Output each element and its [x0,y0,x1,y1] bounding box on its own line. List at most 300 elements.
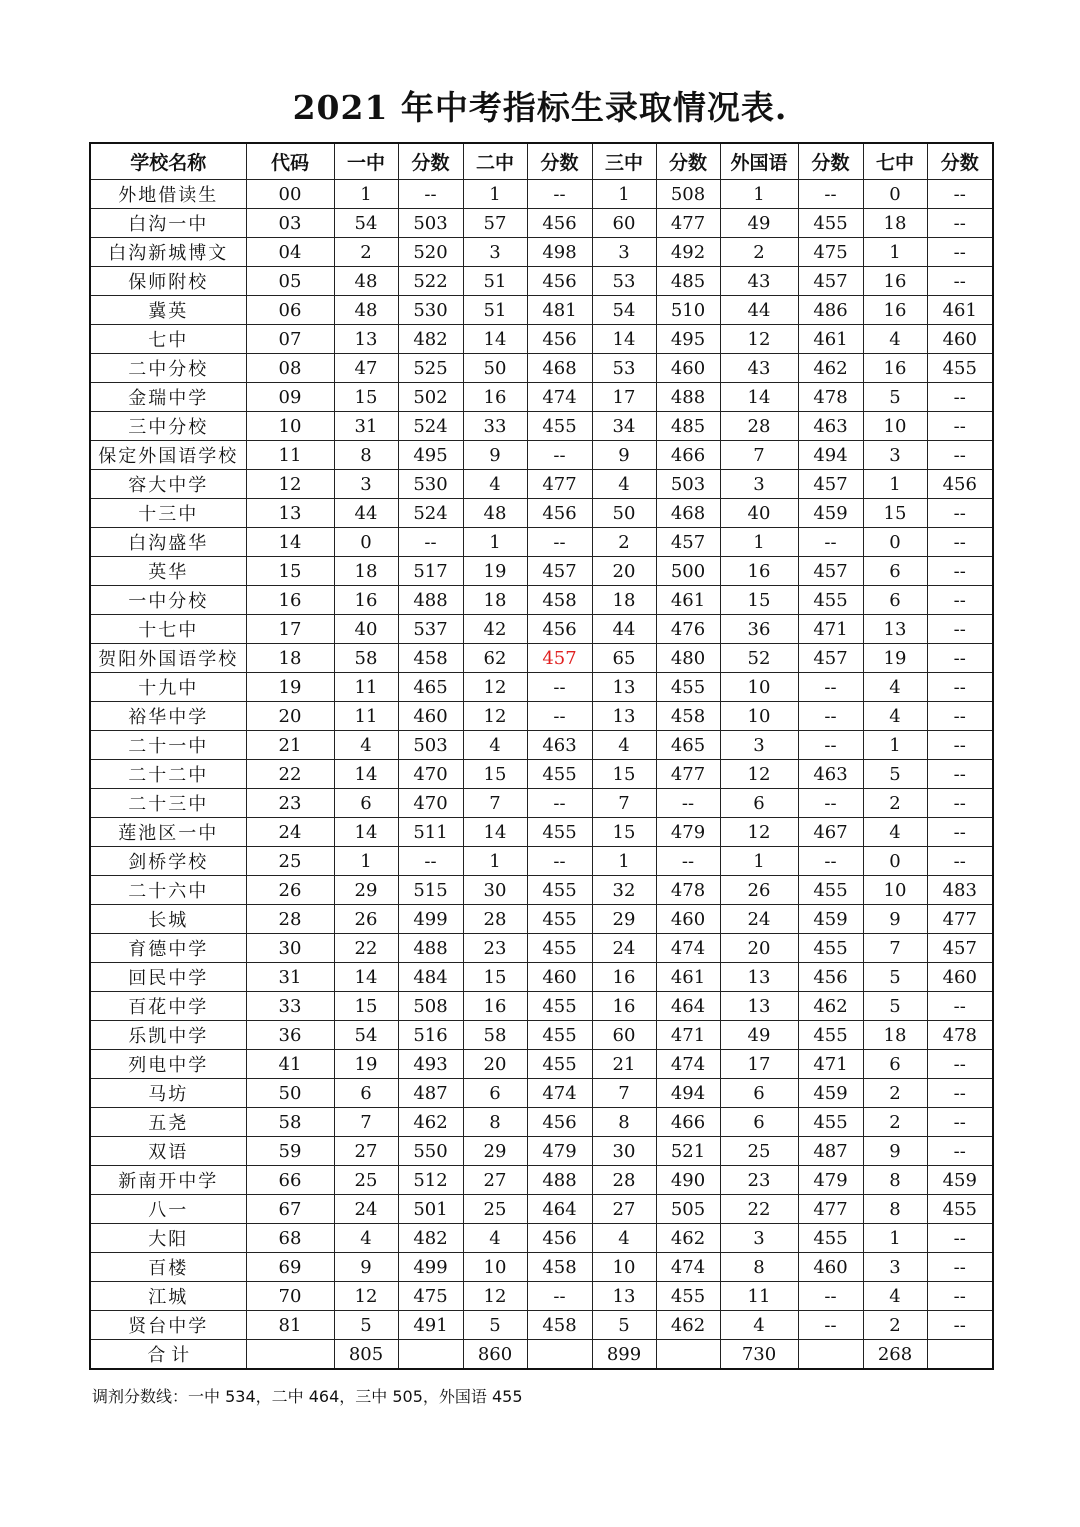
header-row [90,143,993,180]
table-cell: 1 [863,238,927,267]
table-row [90,209,993,238]
table-cell: 10 [592,1253,656,1282]
school-code-cell: 50 [246,1079,334,1108]
table-cell: 494 [656,1079,720,1108]
table-cell: 13 [863,615,927,644]
school-name-cell: 八一 [90,1195,246,1224]
table-cell: -- [527,789,592,818]
table-cell: 484 [398,963,463,992]
table-cell: -- [927,412,993,441]
table-cell: 455 [527,934,592,963]
table-cell: 6 [863,1050,927,1079]
table-cell: 462 [656,1311,720,1340]
school-code-cell: 06 [246,296,334,325]
table-cell: 10 [463,1253,527,1282]
school-name-cell: 金瑞中学 [90,383,246,412]
table-cell: 7 [592,789,656,818]
table-row [90,528,993,557]
table-cell: 491 [398,1311,463,1340]
table-cell: 488 [656,383,720,412]
table-cell: 455 [927,1195,993,1224]
table-cell: 16 [592,992,656,1021]
school-code-cell: 07 [246,325,334,354]
table-row [90,1195,993,1224]
table-cell: 14 [463,818,527,847]
table-cell: 483 [927,876,993,905]
table-cell: 6 [863,557,927,586]
table-cell: -- [927,209,993,238]
school-name-cell: 七中 [90,325,246,354]
table-cell: 7 [334,1108,398,1137]
table-cell: 24 [592,934,656,963]
total-cell [527,1340,592,1370]
column-header: 一中 [334,143,398,180]
table-cell: 485 [656,412,720,441]
table-cell: 3 [863,441,927,470]
table-cell: 455 [798,209,863,238]
table-cell: 6 [720,789,798,818]
table-cell: 3 [720,1224,798,1253]
table-cell: 478 [656,876,720,905]
table-cell: 43 [720,354,798,383]
table-cell: 455 [527,905,592,934]
table-cell: 1 [863,470,927,499]
table-cell: 462 [798,354,863,383]
table-cell: 9 [863,1137,927,1166]
table-cell: 508 [398,992,463,1021]
table-cell: 457 [527,557,592,586]
table-cell: 477 [798,1195,863,1224]
school-name-cell: 外地借读生 [90,180,246,209]
table-cell: -- [927,1311,993,1340]
table-cell: 3 [334,470,398,499]
table-row [90,1079,993,1108]
table-cell: 2 [863,1079,927,1108]
table-cell: 30 [463,876,527,905]
adjustment-score-note: 调剂分数线：一中 534，二中 464，三中 505，外国语 455 [92,1387,523,1406]
table-cell: 455 [527,760,592,789]
table-cell: 488 [398,934,463,963]
table-cell: 464 [527,1195,592,1224]
table-cell: 57 [463,209,527,238]
table-cell: 13 [720,963,798,992]
table-cell: 16 [863,354,927,383]
admission-table [89,142,994,1370]
table-cell: 29 [334,876,398,905]
table-cell: 2 [863,1311,927,1340]
school-code-cell: 03 [246,209,334,238]
table-cell: 6 [334,789,398,818]
table-cell: 458 [527,1253,592,1282]
table-cell: 25 [720,1137,798,1166]
table-cell: 455 [527,1050,592,1079]
total-cell [656,1340,720,1370]
table-cell: 1 [863,731,927,760]
table-cell: 457 [798,267,863,296]
school-name-cell: 剑桥学校 [90,847,246,876]
table-row [90,180,993,209]
table-cell: -- [927,1050,993,1079]
table-cell: 13 [720,992,798,1021]
table-cell: -- [527,673,592,702]
table-cell: 474 [656,934,720,963]
table-cell: -- [927,818,993,847]
table-cell: 475 [398,1282,463,1311]
school-code-cell: 24 [246,818,334,847]
table-cell: 24 [720,905,798,934]
table-cell: 488 [527,1166,592,1195]
table-cell: 16 [592,963,656,992]
table-cell: -- [927,1224,993,1253]
school-code-cell: 04 [246,238,334,267]
table-cell: 5 [863,992,927,1021]
table-cell: 5 [863,963,927,992]
table-cell: 10 [863,412,927,441]
table-cell: 26 [720,876,798,905]
table-cell: -- [798,673,863,702]
table-cell: 36 [720,615,798,644]
table-cell: 461 [656,586,720,615]
table-cell: -- [927,1282,993,1311]
table-cell: -- [798,1282,863,1311]
table-cell: 1 [334,180,398,209]
table-cell: 4 [592,1224,656,1253]
table-cell: 11 [334,673,398,702]
table-cell: 0 [334,528,398,557]
table-cell: 22 [334,934,398,963]
table-cell: -- [927,499,993,528]
table-cell: 3 [863,1253,927,1282]
table-cell: 62 [463,644,527,673]
table-cell: -- [798,789,863,818]
table-cell: 522 [398,267,463,296]
table-cell: 10 [863,876,927,905]
table-cell: -- [927,528,993,557]
table-cell: 1 [592,847,656,876]
table-cell: 6 [463,1079,527,1108]
table-cell: -- [927,180,993,209]
table-cell: 8 [592,1108,656,1137]
table-cell: 44 [592,615,656,644]
school-name-cell: 列电中学 [90,1050,246,1079]
column-header: 分数 [798,143,863,180]
table-cell: 512 [398,1166,463,1195]
table-cell: 474 [656,1050,720,1079]
table-cell: 459 [798,905,863,934]
table-cell: 1 [863,1224,927,1253]
table-cell: 40 [720,499,798,528]
table-cell: -- [927,992,993,1021]
table-cell: 456 [527,267,592,296]
total-cell: 860 [463,1340,527,1370]
school-code-cell: 81 [246,1311,334,1340]
table-cell: 455 [527,412,592,441]
table-cell: 12 [720,818,798,847]
table-cell: 32 [592,876,656,905]
school-code-cell: 15 [246,557,334,586]
table-cell: 15 [463,760,527,789]
table-cell: 7 [463,789,527,818]
table-row [90,673,993,702]
table-cell: 460 [927,325,993,354]
table-cell: 27 [334,1137,398,1166]
total-cell: 805 [334,1340,398,1370]
table-cell: 4 [463,470,527,499]
table-cell: 455 [798,586,863,615]
table-cell: 30 [592,1137,656,1166]
table-cell: 10 [720,702,798,731]
table-cell: 51 [463,296,527,325]
table-cell: 20 [463,1050,527,1079]
school-name-cell: 十七中 [90,615,246,644]
table-cell: 15 [592,818,656,847]
school-code-cell: 33 [246,992,334,1021]
table-cell: -- [656,847,720,876]
table-cell: 16 [334,586,398,615]
school-name-cell: 白沟盛华 [90,528,246,557]
school-name-cell: 十九中 [90,673,246,702]
school-code-cell: 12 [246,470,334,499]
table-cell: 479 [656,818,720,847]
table-row [90,586,993,615]
table-cell: 50 [592,499,656,528]
table-cell: 503 [656,470,720,499]
table-cell: 6 [863,586,927,615]
table-cell: 14 [334,963,398,992]
table-cell: 499 [398,1253,463,1282]
table-cell: 480 [656,644,720,673]
table-cell: 471 [798,615,863,644]
table-cell: 49 [720,1021,798,1050]
table-cell: 459 [927,1166,993,1195]
table-cell: 503 [398,731,463,760]
table-cell: 487 [798,1137,863,1166]
table-cell: 27 [463,1166,527,1195]
table-row [90,876,993,905]
school-name-cell: 白沟一中 [90,209,246,238]
table-cell: 470 [398,760,463,789]
table-cell: 54 [334,1021,398,1050]
table-cell: 525 [398,354,463,383]
table-cell: 4 [863,673,927,702]
table-cell: 550 [398,1137,463,1166]
table-cell: 457 [527,644,592,673]
table-row [90,267,993,296]
table-cell: 455 [798,1224,863,1253]
total-row [90,1340,993,1370]
school-code-cell: 10 [246,412,334,441]
table-cell: 8 [720,1253,798,1282]
table-cell: 6 [720,1108,798,1137]
table-cell: 458 [527,586,592,615]
table-cell: 7 [720,441,798,470]
table-cell: 467 [798,818,863,847]
table-cell: 47 [334,354,398,383]
table-cell: 26 [334,905,398,934]
table-cell: 11 [334,702,398,731]
table-row [90,1311,993,1340]
table-cell: 459 [798,499,863,528]
table-cell: 530 [398,470,463,499]
table-cell: 458 [656,702,720,731]
total-cell [798,1340,863,1370]
table-cell: 490 [656,1166,720,1195]
table-cell: 487 [398,1079,463,1108]
table-cell: 466 [656,441,720,470]
table-cell: 28 [592,1166,656,1195]
table-cell: 48 [334,267,398,296]
table-cell: 22 [720,1195,798,1224]
table-cell: 479 [527,1137,592,1166]
table-cell: 8 [863,1195,927,1224]
table-cell: 517 [398,557,463,586]
table-cell: 485 [656,267,720,296]
total-cell: 268 [863,1340,927,1370]
table-cell: -- [927,383,993,412]
table-cell: -- [927,267,993,296]
column-header: 分数 [398,143,463,180]
table-cell: 498 [527,238,592,267]
table-cell: 4 [592,731,656,760]
table-cell: 29 [463,1137,527,1166]
school-code-cell: 69 [246,1253,334,1282]
table-cell: 457 [927,934,993,963]
school-name-cell: 贤台中学 [90,1311,246,1340]
table-row [90,934,993,963]
table-cell: 51 [463,267,527,296]
table-cell: 24 [334,1195,398,1224]
school-name-cell: 白沟新城博文 [90,238,246,267]
table-cell: 457 [656,528,720,557]
table-cell: 511 [398,818,463,847]
table-cell: 5 [863,760,927,789]
table-cell: 455 [527,1021,592,1050]
table-cell: 8 [334,441,398,470]
table-cell: 2 [592,528,656,557]
table-cell: 468 [527,354,592,383]
table-cell: 524 [398,412,463,441]
school-name-cell: 回民中学 [90,963,246,992]
school-name-cell: 莲池区一中 [90,818,246,847]
table-cell: 463 [798,412,863,441]
table-cell: 462 [656,1224,720,1253]
table-cell: -- [398,180,463,209]
table-row [90,238,993,267]
table-cell: 495 [656,325,720,354]
table-cell: -- [798,1311,863,1340]
table-row [90,1224,993,1253]
total-cell: 899 [592,1340,656,1370]
table-cell: 3 [720,731,798,760]
table-cell: 29 [592,905,656,934]
table-cell: 456 [798,963,863,992]
table-cell: 20 [720,934,798,963]
table-cell: 468 [656,499,720,528]
table-cell: 27 [592,1195,656,1224]
table-cell: 0 [863,180,927,209]
table-cell: -- [927,673,993,702]
table-cell: 8 [863,1166,927,1195]
table-cell: 492 [656,238,720,267]
school-name-cell: 育德中学 [90,934,246,963]
school-code-cell: 16 [246,586,334,615]
column-header: 外国语 [720,143,798,180]
table-cell: -- [798,702,863,731]
table-cell: 5 [863,383,927,412]
table-cell: -- [927,1137,993,1166]
table-cell: 2 [863,1108,927,1137]
table-cell: 478 [927,1021,993,1050]
table-cell: 1 [720,847,798,876]
school-code-cell: 13 [246,499,334,528]
table-row [90,963,993,992]
table-cell: 4 [463,731,527,760]
table-cell: 515 [398,876,463,905]
table-cell: 16 [463,992,527,1021]
table-cell: -- [527,1282,592,1311]
table-cell: -- [798,847,863,876]
table-cell: 9 [592,441,656,470]
table-cell: 16 [863,296,927,325]
total-cell [246,1340,334,1370]
table-cell: 501 [398,1195,463,1224]
school-code-cell: 18 [246,644,334,673]
table-row [90,1021,993,1050]
total-cell [927,1340,993,1370]
table-cell: 12 [463,702,527,731]
table-cell: 23 [720,1166,798,1195]
table-cell: 12 [720,760,798,789]
table-cell: 455 [798,1021,863,1050]
table-row [90,992,993,1021]
school-code-cell: 30 [246,934,334,963]
table-cell: 493 [398,1050,463,1079]
table-cell: 1 [334,847,398,876]
table-cell: -- [398,528,463,557]
table-row [90,615,993,644]
school-name-cell: 百楼 [90,1253,246,1282]
table-cell: 455 [798,934,863,963]
table-cell: 481 [527,296,592,325]
table-row [90,557,993,586]
table-cell: 457 [798,557,863,586]
table-row [90,818,993,847]
table-cell: 494 [798,441,863,470]
table-cell: 4 [863,325,927,354]
table-cell: 10 [720,673,798,702]
table-cell: 1 [720,180,798,209]
table-cell: 458 [527,1311,592,1340]
table-cell: 9 [463,441,527,470]
table-cell: 455 [798,876,863,905]
table-cell: -- [927,1253,993,1282]
school-name-cell: 大阳 [90,1224,246,1253]
table-cell: 455 [527,992,592,1021]
school-name-cell: 二中分校 [90,354,246,383]
table-cell: 455 [798,1108,863,1137]
table-cell: 5 [334,1311,398,1340]
school-code-cell: 22 [246,760,334,789]
table-cell: 455 [656,673,720,702]
table-cell: 7 [863,934,927,963]
table-cell: 14 [334,760,398,789]
table-cell: 482 [398,1224,463,1253]
table-cell: 15 [592,760,656,789]
table-cell: 14 [592,325,656,354]
table-cell: 4 [334,1224,398,1253]
school-code-cell: 41 [246,1050,334,1079]
school-name-cell: 双语 [90,1137,246,1166]
